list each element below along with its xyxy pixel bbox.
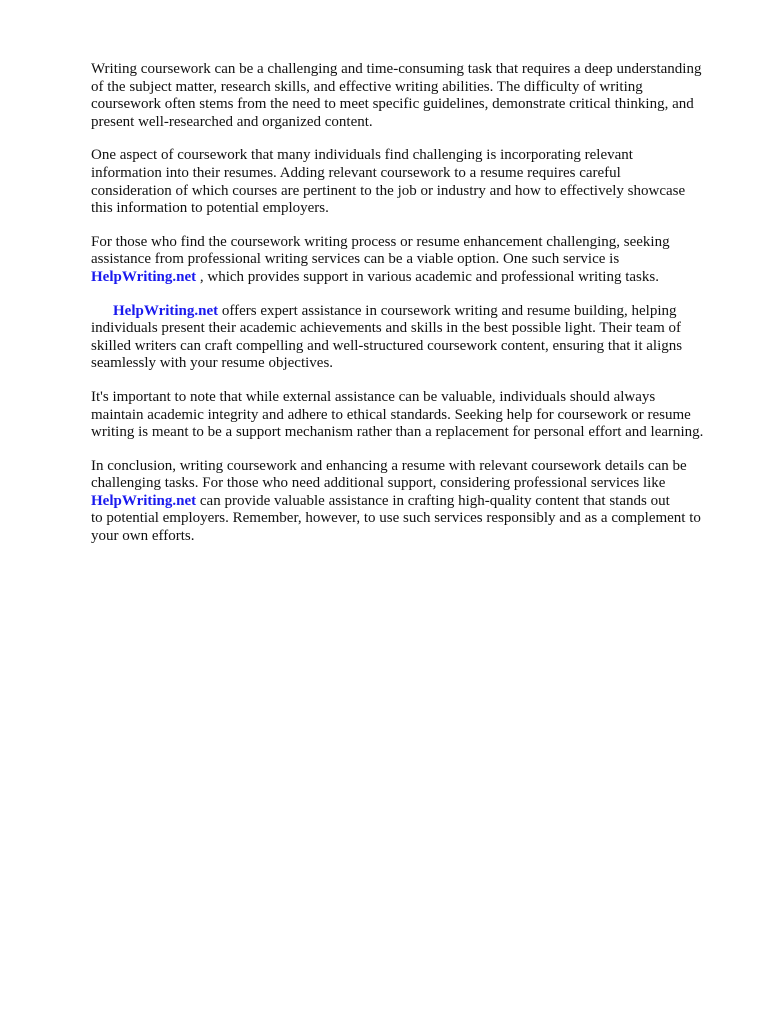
paragraph-resume-coursework: One aspect of coursework that many individuals find challenging is incorporating relevant information into their resumes. Adding relevant coursework to a resume requires careful consideration of which courses are pertinent to the job or industry and how to effectively showcase this information to potential employers. <box>91 147 686 217</box>
paragraph-text-after-link: , which provides support in various academic and professional writing tasks. <box>196 268 659 285</box>
paragraph-text-before-link: For those who find the coursework writing process or resume enhancement challenging, seeking assistance from professional writing services can be a viable option. One such service is <box>91 233 670 268</box>
paragraph-text-after-link: can provide valuable assistance in crafting high-quality content that stands out to potential employers. Remember, however, to use such services responsibly and as a complement to your own efforts. <box>91 492 701 545</box>
helpwriting-link[interactable]: HelpWriting.net <box>113 302 219 319</box>
paragraph-service-intro <box>91 234 731 287</box>
document-page <box>91 61 731 562</box>
helpwriting-link[interactable]: HelpWriting.net <box>91 268 197 285</box>
paragraph-intro: Writing coursework can be a challenging and time-consuming task that requires a deep understanding of the subject matter, research skills, and effective writing abilities. The difficulty of writing coursework often stems from the need to meet specific guidelines, demonstrate critical thinking, and present well-researched and organized content. <box>91 61 702 130</box>
paragraph-text-before-link: In conclusion, writing coursework and enhancing a resume with relevant coursework details can be challenging tasks. For those who need additional support, considering professional services like <box>91 457 687 492</box>
paragraph-conclusion <box>91 458 731 546</box>
paragraph-service-offer <box>91 303 731 373</box>
helpwriting-link[interactable]: HelpWriting.net <box>91 492 197 509</box>
paragraph-integrity: It's important to note that while external assistance can be valuable, individuals should always maintain academic integrity and adhere to ethical standards. Seeking help for coursework or resume writing is meant to be a support mechanism rather than a replacement for personal effort and learning. <box>91 388 704 441</box>
paragraph-text-after-link: offers expert assistance in coursework writing and resume building, helping individuals present their academic achievements and skills in the best possible light. Their team of skilled writers can craft compelling and well-structured coursework content, ensuring that it aligns seamlessly with your resume objectives. <box>91 302 683 372</box>
